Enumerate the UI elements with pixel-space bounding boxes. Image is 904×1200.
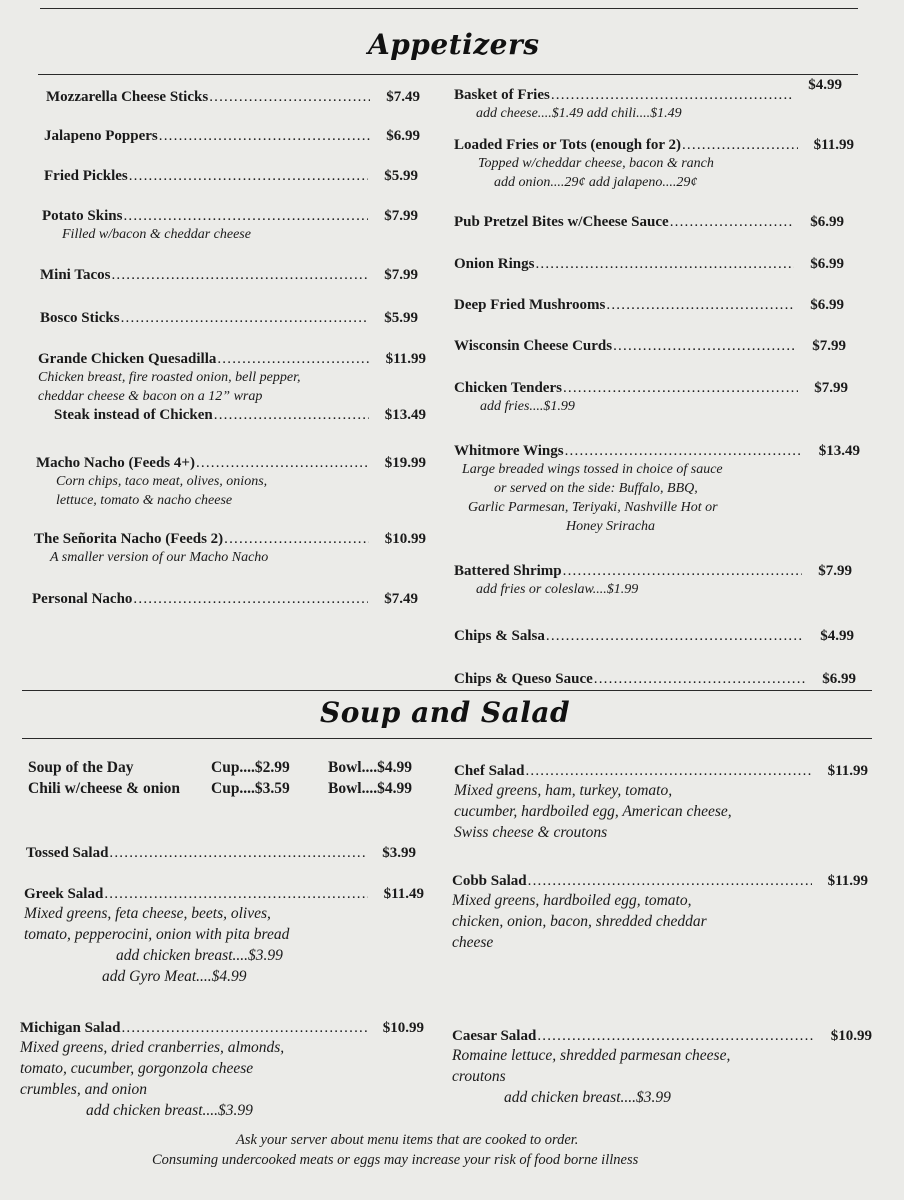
menu-item-grande-quesadilla: Grande Chicken Quesadilla ..... $11.99 Chicken breast, fire roasted onion, bell pepper, cheddar cheese & bacon on a 12” wrap Steak instead of Chicken ..... $13.49	[38, 350, 426, 424]
soup-salad-heading: Soup and Salad	[320, 696, 571, 729]
menu-item-cobb-salad: Cobb Salad ..... $11.99 Mixed greens, hardboiled egg, tomato, chicken, onion, bacon, shredded cheddar cheese	[452, 872, 868, 953]
menu-item-chips-salsa: Chips & Salsa ..... $4.99	[454, 627, 854, 645]
menu-item-mozzarella-sticks: Mozzarella Cheese Sticks ..... $7.49	[46, 88, 420, 106]
menu-item-personal-nacho: Personal Nacho ..... $7.49	[32, 590, 418, 608]
menu-item-soups	[28, 757, 438, 799]
menu-item-onion-rings: Onion Rings ..... $6.99	[454, 255, 844, 273]
menu-item-chips-queso: Chips & Queso Sauce ..... $6.99	[454, 670, 856, 688]
menu-item-senorita-nacho: The Señorita Nacho (Feeds 2) ..... $10.99 A smaller version of our Macho Nacho	[34, 530, 426, 567]
menu-item-jalapeno-poppers: Jalapeno Poppers ..... $6.99	[44, 127, 420, 145]
menu-item-macho-nacho: Macho Nacho (Feeds 4+) ..... $19.99 Corn chips, taco meat, olives, onions, lettuce, tomato & nacho cheese	[36, 454, 426, 510]
menu-item-basket-of-fries: Basket of Fries ..... $4.99 add cheese....$1.49 add chili....$1.49	[454, 76, 842, 123]
menu-item-cheese-curds: Wisconsin Cheese Curds ..... $7.99	[454, 337, 846, 355]
menu-item-fried-mushrooms: Deep Fried Mushrooms ..... $6.99	[454, 296, 844, 314]
menu-item-whitmore-wings: Whitmore Wings ..... $13.49 Large breaded wings tossed in choice of sauce or served on the side: Buffalo, BBQ, Garlic Parmesan, Teriyaki, Nashville Hot or Honey Sriracha	[454, 442, 860, 536]
menu-item-pretzel-bites: Pub Pretzel Bites w/Cheese Sauce ..... $6.99	[454, 213, 844, 231]
menu-item-greek-salad: Greek Salad ..... $11.49 Mixed greens, feta cheese, beets, olives, tomato, pepperocini, onion with pita bread add chicken breast....$3.99 add Gyro Meat....$4.99	[24, 885, 424, 987]
footer-note-2: Consuming undercooked meats or eggs may increase your risk of food borne illness	[152, 1152, 639, 1168]
chili-line: Chili w/cheese & onion Cup....$3.59 Bowl....$4.99	[28, 780, 412, 797]
section-divider-rule	[22, 690, 872, 691]
menu-item-potato-skins: Potato Skins ..... $7.99 Filled w/bacon & cheddar cheese	[42, 207, 418, 244]
soup-of-the-day-line: Soup of the Day Cup....$2.99 Bowl....$4.99	[28, 759, 412, 776]
menu-item-chef-salad: Chef Salad ..... $11.99 Mixed greens, ham, turkey, tomato, cucumber, hardboiled egg, American cheese, Swiss cheese & croutons	[454, 762, 868, 843]
menu-item-mini-tacos: Mini Tacos ..... $7.99	[40, 266, 418, 284]
menu-item-fried-pickles: Fried Pickles ..... $5.99	[44, 167, 418, 185]
menu-item-tossed-salad: Tossed Salad ..... $3.99	[26, 844, 416, 862]
footer-note-1: Ask your server about menu items that are cooked to order.	[236, 1132, 579, 1148]
top-rule	[40, 8, 858, 9]
menu-item-caesar-salad: Caesar Salad ..... $10.99 Romaine lettuce, shredded parmesan cheese, croutons add chicken breast....$3.99	[452, 1027, 872, 1108]
appetizers-heading: Appetizers	[368, 28, 540, 61]
soup-salad-rule	[22, 738, 872, 739]
menu-item-loaded-fries: Loaded Fries or Tots (enough for 2) ..... $11.99 Topped w/cheddar cheese, bacon & ranch add onion....29¢ add jalapeno....29¢	[454, 136, 854, 192]
appetizers-rule	[38, 74, 858, 75]
menu-item-michigan-salad: Michigan Salad ..... $10.99 Mixed greens, dried cranberries, almonds, tomato, cucumber, gorgonzola cheese crumbles, and onion add chicken breast....$3.99	[20, 1019, 424, 1121]
menu-item-bosco-sticks: Bosco Sticks ..... $5.99	[40, 309, 418, 327]
menu-item-battered-shrimp: Battered Shrimp ..... $7.99 add fries or coleslaw....$1.99	[454, 562, 852, 599]
menu-item-chicken-tenders: Chicken Tenders ..... $7.99 add fries....$1.99	[454, 379, 848, 416]
